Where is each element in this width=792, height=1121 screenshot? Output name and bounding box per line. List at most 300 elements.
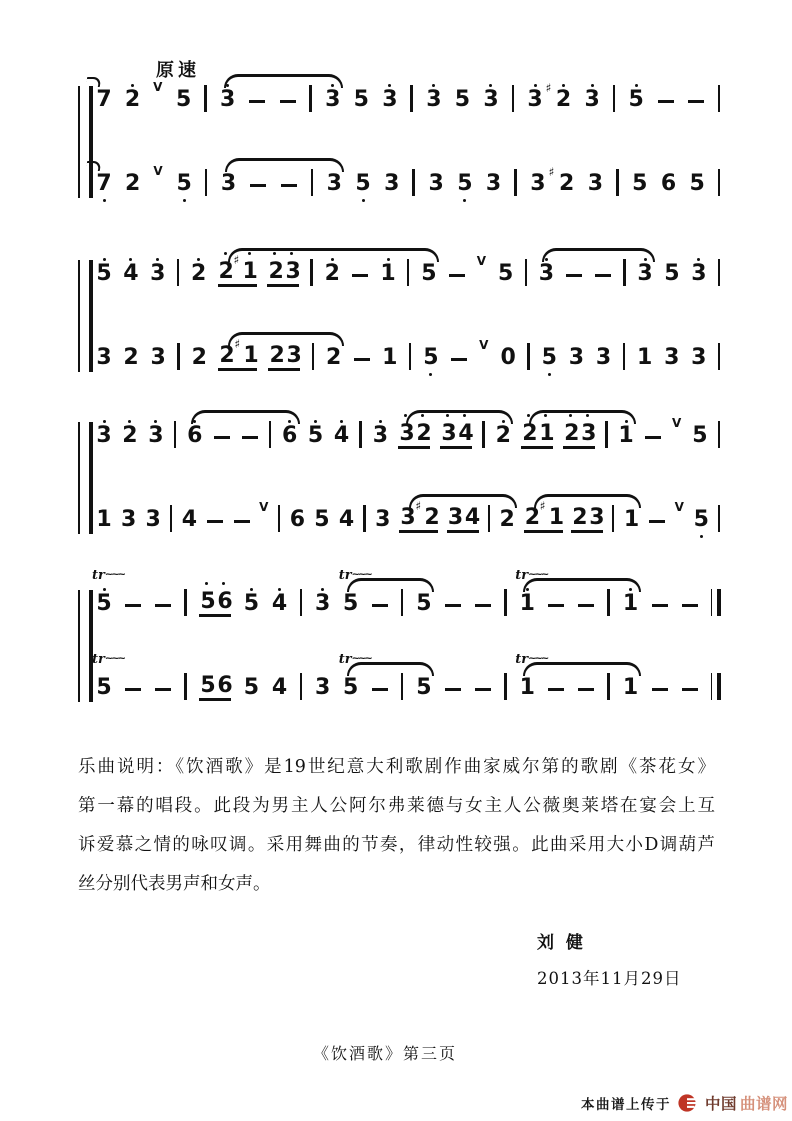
note-digit: 3 xyxy=(589,505,605,530)
note-digit: 3 xyxy=(314,675,331,700)
note-digit: 5 xyxy=(628,87,644,112)
note-digit: 3 xyxy=(382,87,398,112)
breath-v: V xyxy=(153,80,163,94)
note xyxy=(315,662,331,704)
barline xyxy=(359,410,362,452)
sharp-sign: ♯ xyxy=(539,499,546,513)
note xyxy=(123,332,139,374)
barline-rule xyxy=(184,673,187,700)
barline-rule xyxy=(718,259,721,286)
system-bracket xyxy=(78,86,93,198)
note xyxy=(428,158,444,200)
dash-bar xyxy=(372,604,388,607)
barline-rule xyxy=(412,169,415,196)
barline-rule xyxy=(177,259,180,286)
barline-rule xyxy=(204,85,207,112)
barline-rule xyxy=(407,259,410,286)
note-digit: 5 xyxy=(423,345,439,370)
trill-mark: tr~~~ xyxy=(92,568,124,583)
sharp-sign: ♯ xyxy=(234,337,241,351)
note-digit: 5 xyxy=(416,675,432,700)
note-digit: 5 xyxy=(632,171,648,196)
octave-dot-above xyxy=(379,420,382,423)
barline-rule xyxy=(613,85,616,112)
note-digit: 6 xyxy=(289,507,305,532)
barline xyxy=(718,332,721,374)
voice-upper xyxy=(96,248,721,290)
note-digit: 3 xyxy=(587,171,604,196)
voice-upper xyxy=(92,568,721,620)
barline xyxy=(409,332,412,374)
dash-note xyxy=(154,662,172,704)
trill-mark: tr~~~ xyxy=(338,568,371,583)
note xyxy=(308,410,324,452)
note-digit: 5 xyxy=(314,507,330,532)
note-digit: 4 xyxy=(338,507,355,532)
dash-note xyxy=(233,494,251,536)
dash-note xyxy=(474,578,492,620)
note xyxy=(486,158,502,200)
barline-rule xyxy=(184,589,187,616)
octave-dot-above xyxy=(103,420,106,423)
voice-lower xyxy=(96,332,721,374)
dash-bar xyxy=(242,436,258,439)
note-digit: 5 xyxy=(497,261,514,286)
watermark-site-dark: 中国 xyxy=(704,1095,737,1113)
dash-bar xyxy=(658,100,674,103)
dash-note xyxy=(448,248,466,290)
note xyxy=(315,578,331,620)
breath-mark xyxy=(477,248,487,290)
note-digit: 4 xyxy=(333,423,350,448)
dash-bar xyxy=(155,604,171,607)
note-digit: 4 xyxy=(181,507,198,532)
note xyxy=(527,74,543,116)
octave-dot-above xyxy=(635,84,638,87)
note xyxy=(660,158,676,200)
score-system-4 xyxy=(78,568,723,708)
note-digit: 3 xyxy=(595,345,612,370)
note-digit: 3 xyxy=(375,507,391,532)
note-digit: 1 xyxy=(539,421,555,446)
final-thick-rule xyxy=(717,673,721,700)
note-digit: 6 xyxy=(187,423,203,448)
octave-dot-below xyxy=(103,199,106,202)
note-digit: 5 xyxy=(355,171,371,196)
note-digit: 3 xyxy=(581,421,597,446)
note-digit: 5 xyxy=(96,261,112,286)
note-digit: 5 xyxy=(454,87,471,112)
dash-bar xyxy=(354,358,370,361)
note xyxy=(96,248,112,290)
voice-upper xyxy=(96,74,721,116)
barline-rule xyxy=(512,85,515,112)
note-digit: 3 xyxy=(286,343,302,368)
note-digit: 3 xyxy=(148,423,164,448)
barline-rule xyxy=(605,421,608,448)
barline xyxy=(512,74,515,116)
barline-rule xyxy=(514,169,517,196)
note-digit: 6 xyxy=(217,589,233,614)
note-digit: 4 xyxy=(464,505,481,530)
octave-dot-above xyxy=(205,582,208,585)
voice-lower xyxy=(96,494,721,536)
program-notes-line: 丝分别代表男声和女声。 xyxy=(78,874,271,894)
breath-v: V xyxy=(479,338,489,352)
note-digit: 2 xyxy=(125,171,141,196)
dash-bar xyxy=(645,436,661,439)
note xyxy=(693,494,709,536)
note-digit: 5 xyxy=(693,507,709,532)
note-digit: 2 xyxy=(424,505,440,530)
breath-v: V xyxy=(671,416,682,430)
barline xyxy=(718,74,721,116)
voice-lower xyxy=(96,158,721,200)
octave-dot-below xyxy=(700,535,703,538)
dash-bar xyxy=(234,520,250,523)
breath-v: V xyxy=(674,500,684,514)
note-digit: 3 xyxy=(145,507,161,532)
note-digit: 2 xyxy=(555,87,572,112)
note-digit: 1 xyxy=(623,507,640,532)
breath-mark xyxy=(675,494,685,536)
breath-mark xyxy=(672,410,682,452)
dash-bar xyxy=(214,436,230,439)
note-digit: 2 xyxy=(269,343,285,368)
site-logo-icon xyxy=(678,1093,698,1113)
note xyxy=(355,158,371,200)
note xyxy=(382,74,398,116)
note xyxy=(530,158,546,200)
note-digit: 5 xyxy=(541,345,557,370)
dash-bar xyxy=(250,184,266,187)
system-bracket xyxy=(78,260,93,372)
note xyxy=(689,158,705,200)
barline-rule xyxy=(718,85,721,112)
note-digit: 5 xyxy=(176,171,192,196)
note-digit: 2 xyxy=(522,421,538,446)
dash-bar xyxy=(445,688,461,691)
note-digit: 2 xyxy=(123,345,139,370)
breath-v: V xyxy=(153,164,163,178)
tie-hook xyxy=(85,161,102,171)
note xyxy=(423,332,439,374)
note xyxy=(382,332,398,374)
note xyxy=(96,410,112,452)
dash-bar xyxy=(249,100,265,103)
barline-rule xyxy=(174,421,177,448)
breath-mark xyxy=(479,332,489,374)
octave-dot-below xyxy=(463,199,466,202)
page-footer-label: 《饮酒歌》第三页 xyxy=(312,1044,457,1063)
barline-rule xyxy=(359,421,362,448)
barline-rule xyxy=(410,85,413,112)
barline-rule xyxy=(177,343,180,370)
barline-rule xyxy=(401,673,404,700)
sharp-sign: ♯ xyxy=(548,165,555,179)
note xyxy=(372,410,388,452)
dash-note xyxy=(444,662,462,704)
note-digit: 1 xyxy=(519,675,535,700)
dash-bar xyxy=(578,688,594,691)
barline xyxy=(174,410,177,452)
barline xyxy=(278,494,281,536)
note xyxy=(191,332,207,374)
barline-rule xyxy=(309,85,312,112)
note-digit: 5 xyxy=(343,591,359,616)
final-barline xyxy=(711,578,721,620)
note xyxy=(483,74,499,116)
note-digit: 5 xyxy=(664,261,680,286)
note xyxy=(243,662,259,704)
octave-dot-below xyxy=(429,373,432,376)
barline xyxy=(514,158,517,200)
note-digit: 2 xyxy=(124,87,141,112)
dash-bar xyxy=(372,688,388,691)
trill-mark: tr~~~ xyxy=(338,652,371,667)
note-digit: 3 xyxy=(584,87,600,112)
note xyxy=(595,332,611,374)
octave-dot-above xyxy=(103,588,106,591)
barline xyxy=(205,158,208,200)
dash-bar xyxy=(548,604,564,607)
barline-rule xyxy=(718,343,721,370)
barline xyxy=(300,578,303,620)
note xyxy=(498,248,514,290)
score-system-1 xyxy=(78,74,723,204)
note-digit: 3 xyxy=(447,505,464,530)
note-digit: 3 xyxy=(691,261,707,286)
note xyxy=(334,410,350,452)
note-digit: 2 xyxy=(325,345,342,370)
octave-dot-below xyxy=(183,199,186,202)
note-digit: 3 xyxy=(527,87,543,112)
note xyxy=(243,578,259,620)
octave-dot-above xyxy=(222,582,225,585)
note xyxy=(454,74,470,116)
dash-note xyxy=(124,578,142,620)
barline xyxy=(177,332,180,374)
barline-rule xyxy=(311,169,314,196)
octave-dot-below xyxy=(362,199,365,202)
note-digit: 3 xyxy=(530,171,546,196)
note-digit: 2 xyxy=(416,421,432,446)
note xyxy=(632,158,648,200)
dash-note xyxy=(450,332,468,374)
note xyxy=(545,74,572,116)
barline-rule xyxy=(623,259,626,286)
note xyxy=(200,580,216,614)
barline-rule xyxy=(401,589,404,616)
note xyxy=(150,332,166,374)
note-digit: 2 xyxy=(219,343,235,368)
barline xyxy=(300,662,303,704)
voice-upper xyxy=(96,410,721,452)
note-digit: 4 xyxy=(271,675,288,700)
note xyxy=(426,74,442,116)
slur xyxy=(523,662,641,676)
dash-bar xyxy=(280,100,296,103)
note-digit: 3 xyxy=(426,87,442,112)
date-label: 2013年11月29日 xyxy=(537,969,682,988)
program-notes-line: 乐曲说明：《饮酒歌》是19世纪意大利歌剧作曲家威尔第的歌剧《茶花女》 xyxy=(78,757,715,777)
note xyxy=(96,332,112,374)
note-digit: 2 xyxy=(564,421,580,446)
dash-note xyxy=(644,410,662,452)
note xyxy=(375,494,391,536)
note-digit: 1 xyxy=(519,591,535,616)
barline-rule xyxy=(607,673,610,700)
note-digit: 0 xyxy=(500,345,516,370)
note-digit: 6 xyxy=(217,673,233,698)
note-digit: 1 xyxy=(548,505,564,530)
note-digit: 6 xyxy=(660,171,677,196)
watermark-prefix: 本曲谱上传于 xyxy=(580,1097,671,1113)
barline xyxy=(718,494,721,536)
note-digit: 2 xyxy=(268,259,284,284)
note-digit: 2 xyxy=(524,505,540,530)
barline-rule xyxy=(607,589,610,616)
octave-dot-above xyxy=(224,252,227,255)
note-digit: 2 xyxy=(324,261,340,286)
barline-rule xyxy=(482,421,485,448)
breath-v: V xyxy=(476,254,486,268)
barline-rule xyxy=(504,589,507,616)
beam-group xyxy=(199,578,231,620)
note xyxy=(181,494,197,536)
note-digit: 2 xyxy=(499,507,515,532)
note-digit: 3 xyxy=(150,261,166,286)
dash-note xyxy=(681,662,699,704)
slur xyxy=(228,332,344,346)
barline-rule xyxy=(488,505,491,532)
note-digit: 7 xyxy=(96,87,112,112)
note-digit: 3 xyxy=(314,591,331,616)
note-digit: 3 xyxy=(326,171,342,196)
note xyxy=(150,248,166,290)
dash-bar xyxy=(682,604,698,607)
barline-rule xyxy=(525,259,528,286)
octave-dot-below xyxy=(548,373,551,376)
tie-hook xyxy=(85,77,102,87)
note-digit: 1 xyxy=(96,507,112,532)
note xyxy=(584,74,600,116)
breath-mark xyxy=(153,158,163,200)
barline xyxy=(184,662,187,704)
barline-rule xyxy=(718,169,721,196)
dash-bar xyxy=(352,274,368,277)
note xyxy=(691,248,707,290)
barline xyxy=(718,410,721,452)
barline-rule xyxy=(616,169,619,196)
note xyxy=(314,494,330,536)
dash-bar xyxy=(652,604,668,607)
barline xyxy=(184,578,187,620)
score-system-3 xyxy=(78,410,723,540)
barline-rule xyxy=(278,505,281,532)
note-digit: 3 xyxy=(120,507,137,532)
note-digit: 3 xyxy=(150,345,166,370)
barline xyxy=(504,578,507,620)
note-digit: 3 xyxy=(637,261,653,286)
barline xyxy=(204,74,207,116)
note-digit: 3 xyxy=(691,345,707,370)
site-watermark xyxy=(581,1091,788,1115)
barline xyxy=(170,494,173,536)
note xyxy=(457,158,473,200)
barline-rule xyxy=(409,343,412,370)
note xyxy=(692,410,708,452)
note-digit: 3 xyxy=(664,345,680,370)
voice-lower xyxy=(92,652,721,704)
beam-underline xyxy=(199,580,231,617)
slur xyxy=(228,248,439,262)
note-digit: 6 xyxy=(281,423,298,448)
barline xyxy=(616,158,619,200)
barline-rule xyxy=(300,589,303,616)
note-digit: 5 xyxy=(353,87,369,112)
note-digit: 3 xyxy=(400,505,416,530)
trill-mark: tr~~~ xyxy=(515,568,548,583)
beam-underline xyxy=(199,664,231,701)
barline-rule xyxy=(269,421,272,448)
slur xyxy=(529,410,636,424)
barline xyxy=(718,158,721,200)
note xyxy=(217,664,233,698)
barline xyxy=(410,74,413,116)
octave-dot-above xyxy=(103,258,106,261)
note-digit: 3 xyxy=(96,345,112,370)
sharp-sign: ♯ xyxy=(233,253,240,267)
barline-rule xyxy=(205,169,208,196)
note-digit: 3 xyxy=(485,171,502,196)
note xyxy=(148,410,164,452)
note xyxy=(568,332,584,374)
note xyxy=(176,74,192,116)
note-digit: 5 xyxy=(175,87,192,112)
note-digit: 1 xyxy=(622,675,639,700)
note xyxy=(384,158,400,200)
barline-rule xyxy=(170,505,173,532)
octave-dot-above xyxy=(250,588,253,591)
breath-mark xyxy=(153,74,163,116)
note xyxy=(92,568,124,620)
note-digit: 2 xyxy=(218,259,234,284)
dash-note xyxy=(687,74,705,116)
note-digit: 1 xyxy=(242,259,258,284)
note xyxy=(125,158,141,200)
slur xyxy=(523,578,641,592)
barline-rule xyxy=(300,673,303,700)
note-digit: 3 xyxy=(220,87,236,112)
barline-rule xyxy=(312,343,315,370)
note xyxy=(637,332,653,374)
slur xyxy=(191,410,300,424)
breath-mark xyxy=(259,494,269,536)
slur xyxy=(406,410,513,424)
note xyxy=(96,494,112,536)
note xyxy=(217,580,233,614)
barline xyxy=(177,248,180,290)
note xyxy=(200,664,216,698)
note xyxy=(500,332,516,374)
barline-rule xyxy=(504,673,507,700)
score-system-2 xyxy=(78,248,723,378)
dash-bar xyxy=(207,520,223,523)
note-digit: 5 xyxy=(343,675,359,700)
octave-dot-above xyxy=(591,84,594,87)
note-digit: 1 xyxy=(618,423,634,448)
